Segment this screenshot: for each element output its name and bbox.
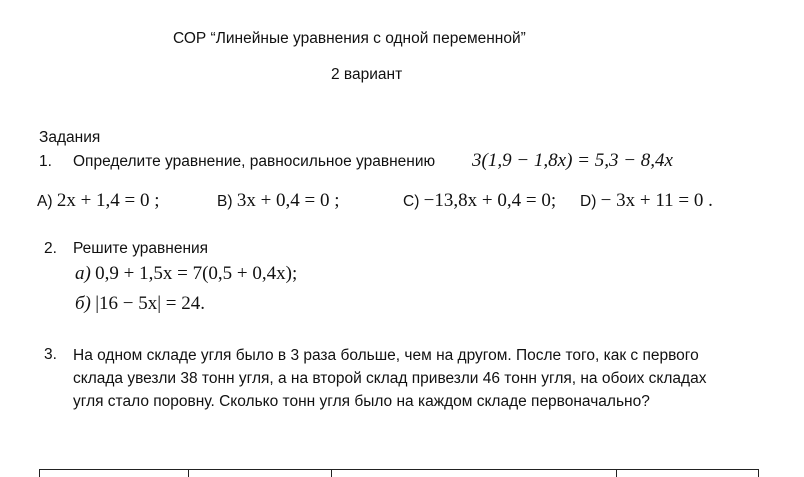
task2-text: Решите уравнения [73, 240, 209, 257]
table-column-divider [39, 469, 40, 477]
task1-number: 1. [39, 153, 52, 170]
table-column-divider [758, 469, 759, 477]
option-d [580, 190, 713, 212]
table-column-divider [616, 469, 617, 477]
option-a-equation: 2x + 1,4 = 0 ; [56, 190, 160, 211]
table-column-divider [188, 469, 189, 477]
task2-item-b [75, 293, 205, 315]
option-d-equation: − 3x + 11 = 0 . [600, 190, 713, 211]
task2-item-b-label: б) [75, 293, 91, 314]
task2-number: 2. [44, 240, 57, 257]
option-c [403, 190, 556, 212]
task1-equation: 3(1,9 − 1,8x) = 5,3 − 8,4x [472, 150, 673, 171]
task3-text: На одном складе угля было в 3 раза больше, чем на другом. После того, как с первого склада увезли 38 тонн угля, а на второй склад привезли 46 тонн угля, на обоих складах угля стало поровну. Сколько тонн угля было на каждом складе первоначально? [73, 347, 707, 410]
option-a-label: A) [37, 193, 53, 210]
table-column-divider [331, 469, 332, 477]
table-top-border [39, 469, 759, 470]
option-d-label: D) [580, 193, 597, 210]
option-c-equation: −13,8x + 0,4 = 0; [423, 190, 557, 211]
task3-number: 3. [44, 346, 57, 363]
variant-label: 2 вариант [331, 66, 403, 83]
document-title: СОР “Линейные уравнения с одной переменной” [173, 30, 526, 47]
task1-text: Определите уравнение, равносильное уравнению [73, 153, 436, 170]
task2-item-a-equation: 0,9 + 1,5x = 7(0,5 + 0,4x); [95, 263, 298, 284]
option-a [37, 190, 160, 212]
task2-item-b-equation: |16 − 5x| = 24. [95, 293, 205, 314]
option-b-label: B) [217, 193, 233, 210]
tasks-heading: Задания [39, 129, 101, 146]
task2-item-a-label: а) [75, 263, 91, 284]
option-b-equation: 3x + 0,4 = 0 ; [236, 190, 340, 211]
option-b [217, 190, 340, 212]
option-c-label: C) [403, 193, 420, 210]
task2-item-a [75, 263, 297, 285]
